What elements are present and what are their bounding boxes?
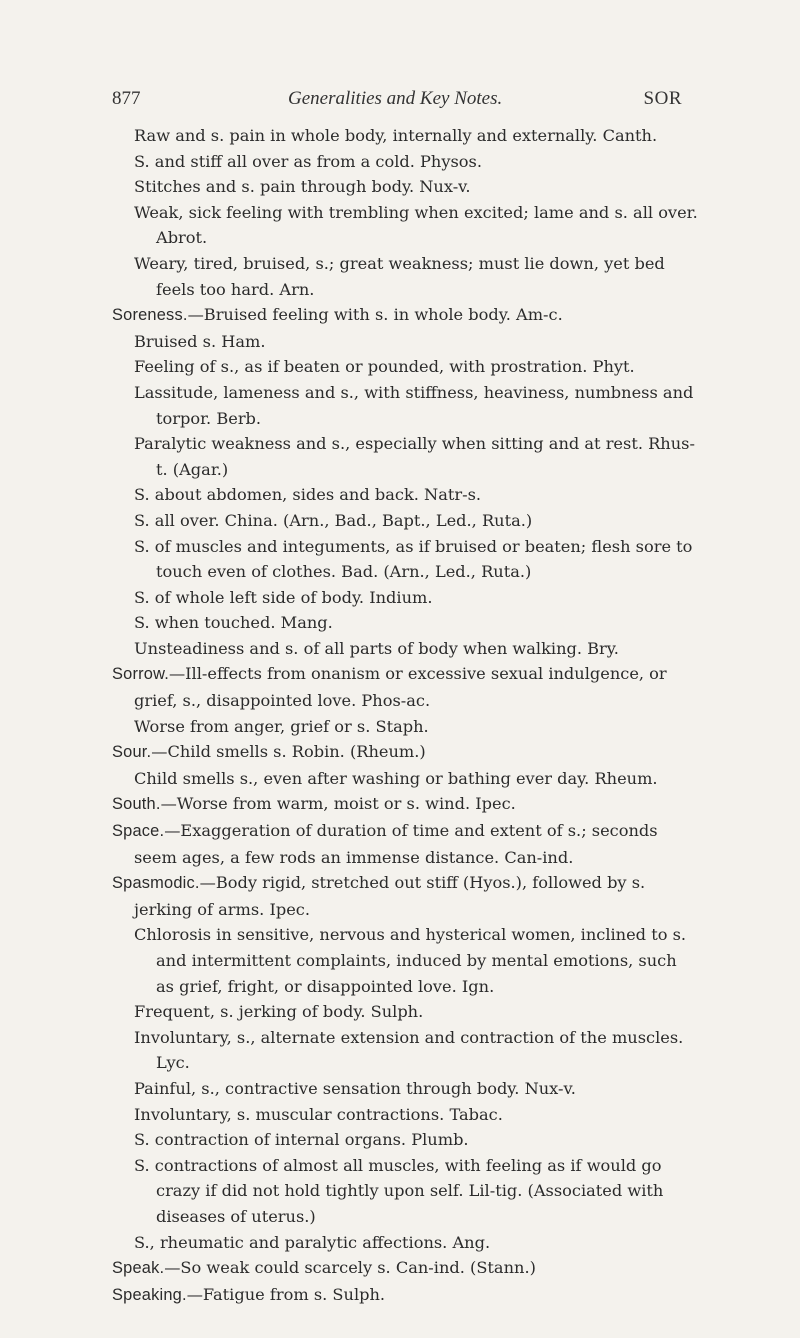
rubric-term: Speaking. [112, 1285, 187, 1304]
entry-text: S. of muscles and integuments, as if bruised or beaten; flesh sore to touch even of clothes. Bad. (Arn., Led., Ruta.) [134, 536, 693, 582]
sub-entry [134, 585, 698, 611]
entry-text: —Body rigid, stretched out stiff (Hyos.), followed by s. jerking of arms. Ipec. [134, 873, 646, 919]
sub-entry [134, 200, 698, 251]
entry-text: Painful, s., contractive sensation through body. Nux-v. [134, 1078, 576, 1098]
sub-entry [134, 636, 698, 662]
rubric-entry [112, 1282, 698, 1309]
sub-entry [134, 1230, 698, 1256]
rubric-term: South. [112, 795, 161, 814]
entry-text: Weary, tired, bruised, s.; great weakness; must lie down, yet bed feels too hard. Arn. [134, 253, 665, 299]
entry-text: —Fatigue from s. Sulph. [186, 1284, 386, 1304]
entry-text: S. and stiff all over as from a cold. Physos. [134, 151, 483, 171]
sub-entry [134, 149, 698, 175]
rubric-entry [112, 661, 698, 713]
rubric-term: Soreness. [112, 306, 188, 325]
section-code: SOR [643, 88, 682, 109]
entry-text: —Ill-effects from onanism or excessive sexual indulgence, or grief, s., disappointed love. Phos-ac. [134, 664, 667, 711]
sub-entry [134, 1127, 698, 1153]
rubric-entry [112, 1255, 698, 1282]
sub-entry [134, 251, 698, 302]
sub-entry [134, 508, 698, 534]
rubric-entry [112, 791, 698, 818]
entry-text: S. contraction of internal organs. Plumb. [134, 1130, 469, 1150]
entry-text: Worse from anger, grief or s. Staph. [134, 716, 429, 736]
entry-text: Bruised s. Ham. [134, 331, 266, 351]
entry-text: Paralytic weakness and s., especially when sitting and at rest. Rhus-t. (Agar.) [134, 434, 695, 479]
sub-entry [134, 610, 698, 636]
entry-text: S. of whole left side of body. Indium. [134, 587, 433, 607]
running-title: Generalities and Key Notes. [288, 88, 503, 109]
sub-entry [134, 431, 698, 482]
sub-entry [134, 482, 698, 508]
entry-text: S. about abdomen, sides and back. Natr-s. [134, 485, 482, 505]
rubric-entry [112, 818, 698, 870]
rubric-term: Spasmodic. [112, 874, 200, 893]
rubric-term: Speak. [112, 1259, 165, 1278]
entry-text: S. when touched. Mang. [134, 613, 333, 633]
rubric-entry [112, 739, 698, 766]
sub-entry [134, 534, 698, 585]
entry-text: —So weak could scarcely s. Can-ind. (Stann.) [164, 1258, 536, 1278]
rubric-entry [112, 870, 698, 922]
sub-entry [134, 1076, 698, 1102]
entry-text: Feeling of s., as if beaten or pounded, with prostration. Phyt. [134, 357, 635, 377]
entry-text: S. all over. China. (Arn., Bad., Bapt., Led., Ruta.) [134, 510, 533, 530]
entry-text: S. contractions of almost all muscles, with feeling as if would go crazy if did not hold tightly upon self. Lil-tig. (Associated with diseases of uterus.) [134, 1155, 664, 1226]
entry-text: Stitches and s. pain through body. Nux-v. [134, 177, 471, 197]
rubric-term: Space. [112, 822, 165, 841]
entry-text: Chlorosis in sensitive, nervous and hysterical women, inclined to s. and intermittent complaints, induced by mental emotions, such as grief, fright, or disappointed love. Ign. [134, 925, 687, 996]
entry-text: Involuntary, s. muscular contractions. Tabac. [134, 1104, 503, 1124]
sub-entry [134, 123, 698, 149]
sub-entry [134, 1025, 698, 1076]
sub-entry [134, 380, 698, 431]
sub-entry [134, 329, 698, 355]
sub-entry [134, 714, 698, 740]
entry-text: Lassitude, lameness and s., with stiffness, heaviness, numbness and torpor. Berb. [134, 382, 694, 428]
sub-entry [134, 354, 698, 380]
entry-text: Weak, sick feeling with trembling when excited; lame and s. all over. Abrot. [134, 202, 698, 248]
sub-entry [134, 174, 698, 200]
rubric-entry [112, 302, 698, 329]
repertory-entries [112, 123, 698, 1308]
sub-entry [134, 1102, 698, 1128]
page-number: 877 [112, 88, 141, 109]
entry-text: Raw and s. pain in whole body, internally and externally. Canth. [134, 126, 658, 145]
sub-entry [134, 999, 698, 1025]
rubric-term: Sour. [112, 743, 152, 762]
sub-entry [134, 1153, 698, 1230]
entry-text: —Exaggeration of duration of time and extent of s.; seconds seem ages, a few rods an immense distance. Can-ind. [134, 821, 658, 867]
sub-entry [134, 922, 698, 999]
sub-entry [134, 766, 698, 792]
entry-text: —Bruised feeling with s. in whole body. Am-c. [187, 305, 563, 325]
entry-text: Child smells s., even after washing or bathing ever day. Rheum. [134, 768, 658, 788]
entry-text: S., rheumatic and paralytic affections. Ang. [134, 1232, 491, 1252]
entry-text: —Child smells s. Robin. (Rheum.) [151, 742, 426, 762]
rubric-term: Sorrow. [112, 665, 169, 684]
entry-text: Frequent, s. jerking of body. Sulph. [134, 1002, 424, 1022]
entry-text: Unsteadiness and s. of all parts of body when walking. Bry. [134, 638, 619, 658]
running-head [112, 88, 682, 114]
entry-text: —Worse from warm, moist or s. wind. Ipec. [160, 794, 516, 814]
entry-text: Involuntary, s., alternate extension and contraction of the muscles. Lyc. [134, 1027, 684, 1073]
